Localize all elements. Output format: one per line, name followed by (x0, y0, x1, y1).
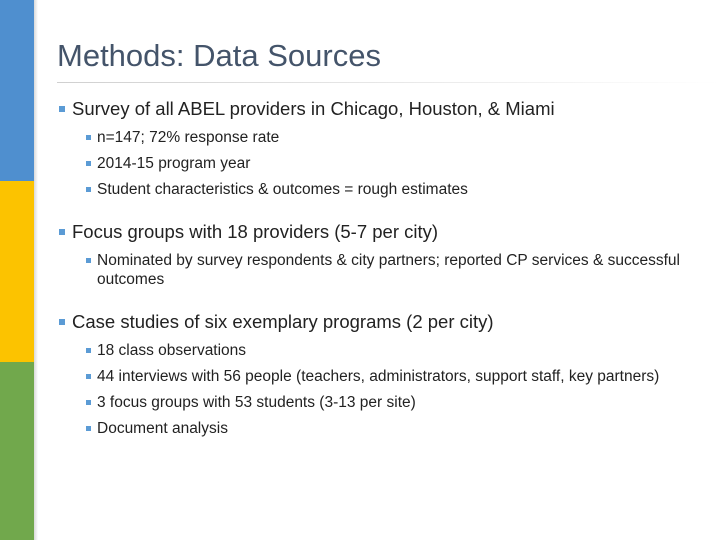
sub-bullet-text: 3 focus groups with 53 students (3-13 per site) (97, 394, 416, 411)
square-bullet-icon (86, 426, 91, 431)
square-bullet-icon (86, 135, 91, 140)
sub-bullet-text: 2014-15 program year (97, 155, 251, 172)
bullet-case-studies (57, 309, 687, 334)
sub-bullet-text: 18 class observations (97, 342, 247, 359)
blue-band (0, 0, 34, 181)
sub-bullet (57, 341, 687, 360)
bullet-text: Focus groups with 18 providers (5-7 per city) (72, 221, 439, 242)
square-bullet-icon (86, 187, 91, 192)
color-band-sidebar (0, 0, 36, 540)
square-bullet-icon (86, 161, 91, 166)
square-bullet-icon (59, 106, 65, 112)
bullet-focus-groups (57, 219, 687, 244)
bullet-text: Survey of all ABEL providers in Chicago, Houston, & Miami (72, 98, 555, 119)
title-divider (57, 82, 720, 83)
slide-content (57, 96, 687, 438)
sub-bullet-text: Document analysis (97, 420, 228, 437)
square-bullet-icon (59, 229, 65, 235)
green-band (0, 362, 34, 540)
sub-bullet (57, 180, 687, 199)
sub-bullet-text: 44 interviews with 56 people (teachers, administrators, support staff, key partners) (97, 368, 660, 385)
band-shadow (34, 0, 38, 540)
slide-title: Methods: Data Sources (57, 38, 381, 73)
square-bullet-icon (86, 348, 91, 353)
yellow-band (0, 181, 34, 362)
sub-bullet (57, 154, 687, 173)
sub-bullet (57, 367, 687, 386)
square-bullet-icon (86, 258, 91, 263)
square-bullet-icon (86, 400, 91, 405)
sub-bullet (57, 419, 687, 438)
sub-bullet-text: Student characteristics & outcomes = rough estimates (97, 181, 468, 198)
sub-bullet (57, 393, 687, 412)
square-bullet-icon (59, 319, 65, 325)
sub-bullet (57, 128, 687, 147)
square-bullet-icon (86, 374, 91, 379)
sub-bullet (57, 251, 687, 289)
bullet-survey (57, 96, 687, 121)
bullet-text: Case studies of six exemplary programs (2 per city) (72, 311, 494, 332)
sub-bullet-text: n=147; 72% response rate (97, 129, 280, 146)
sub-bullet-text: Nominated by survey respondents & city partners; reported CP services & successful outcomes (97, 252, 680, 288)
